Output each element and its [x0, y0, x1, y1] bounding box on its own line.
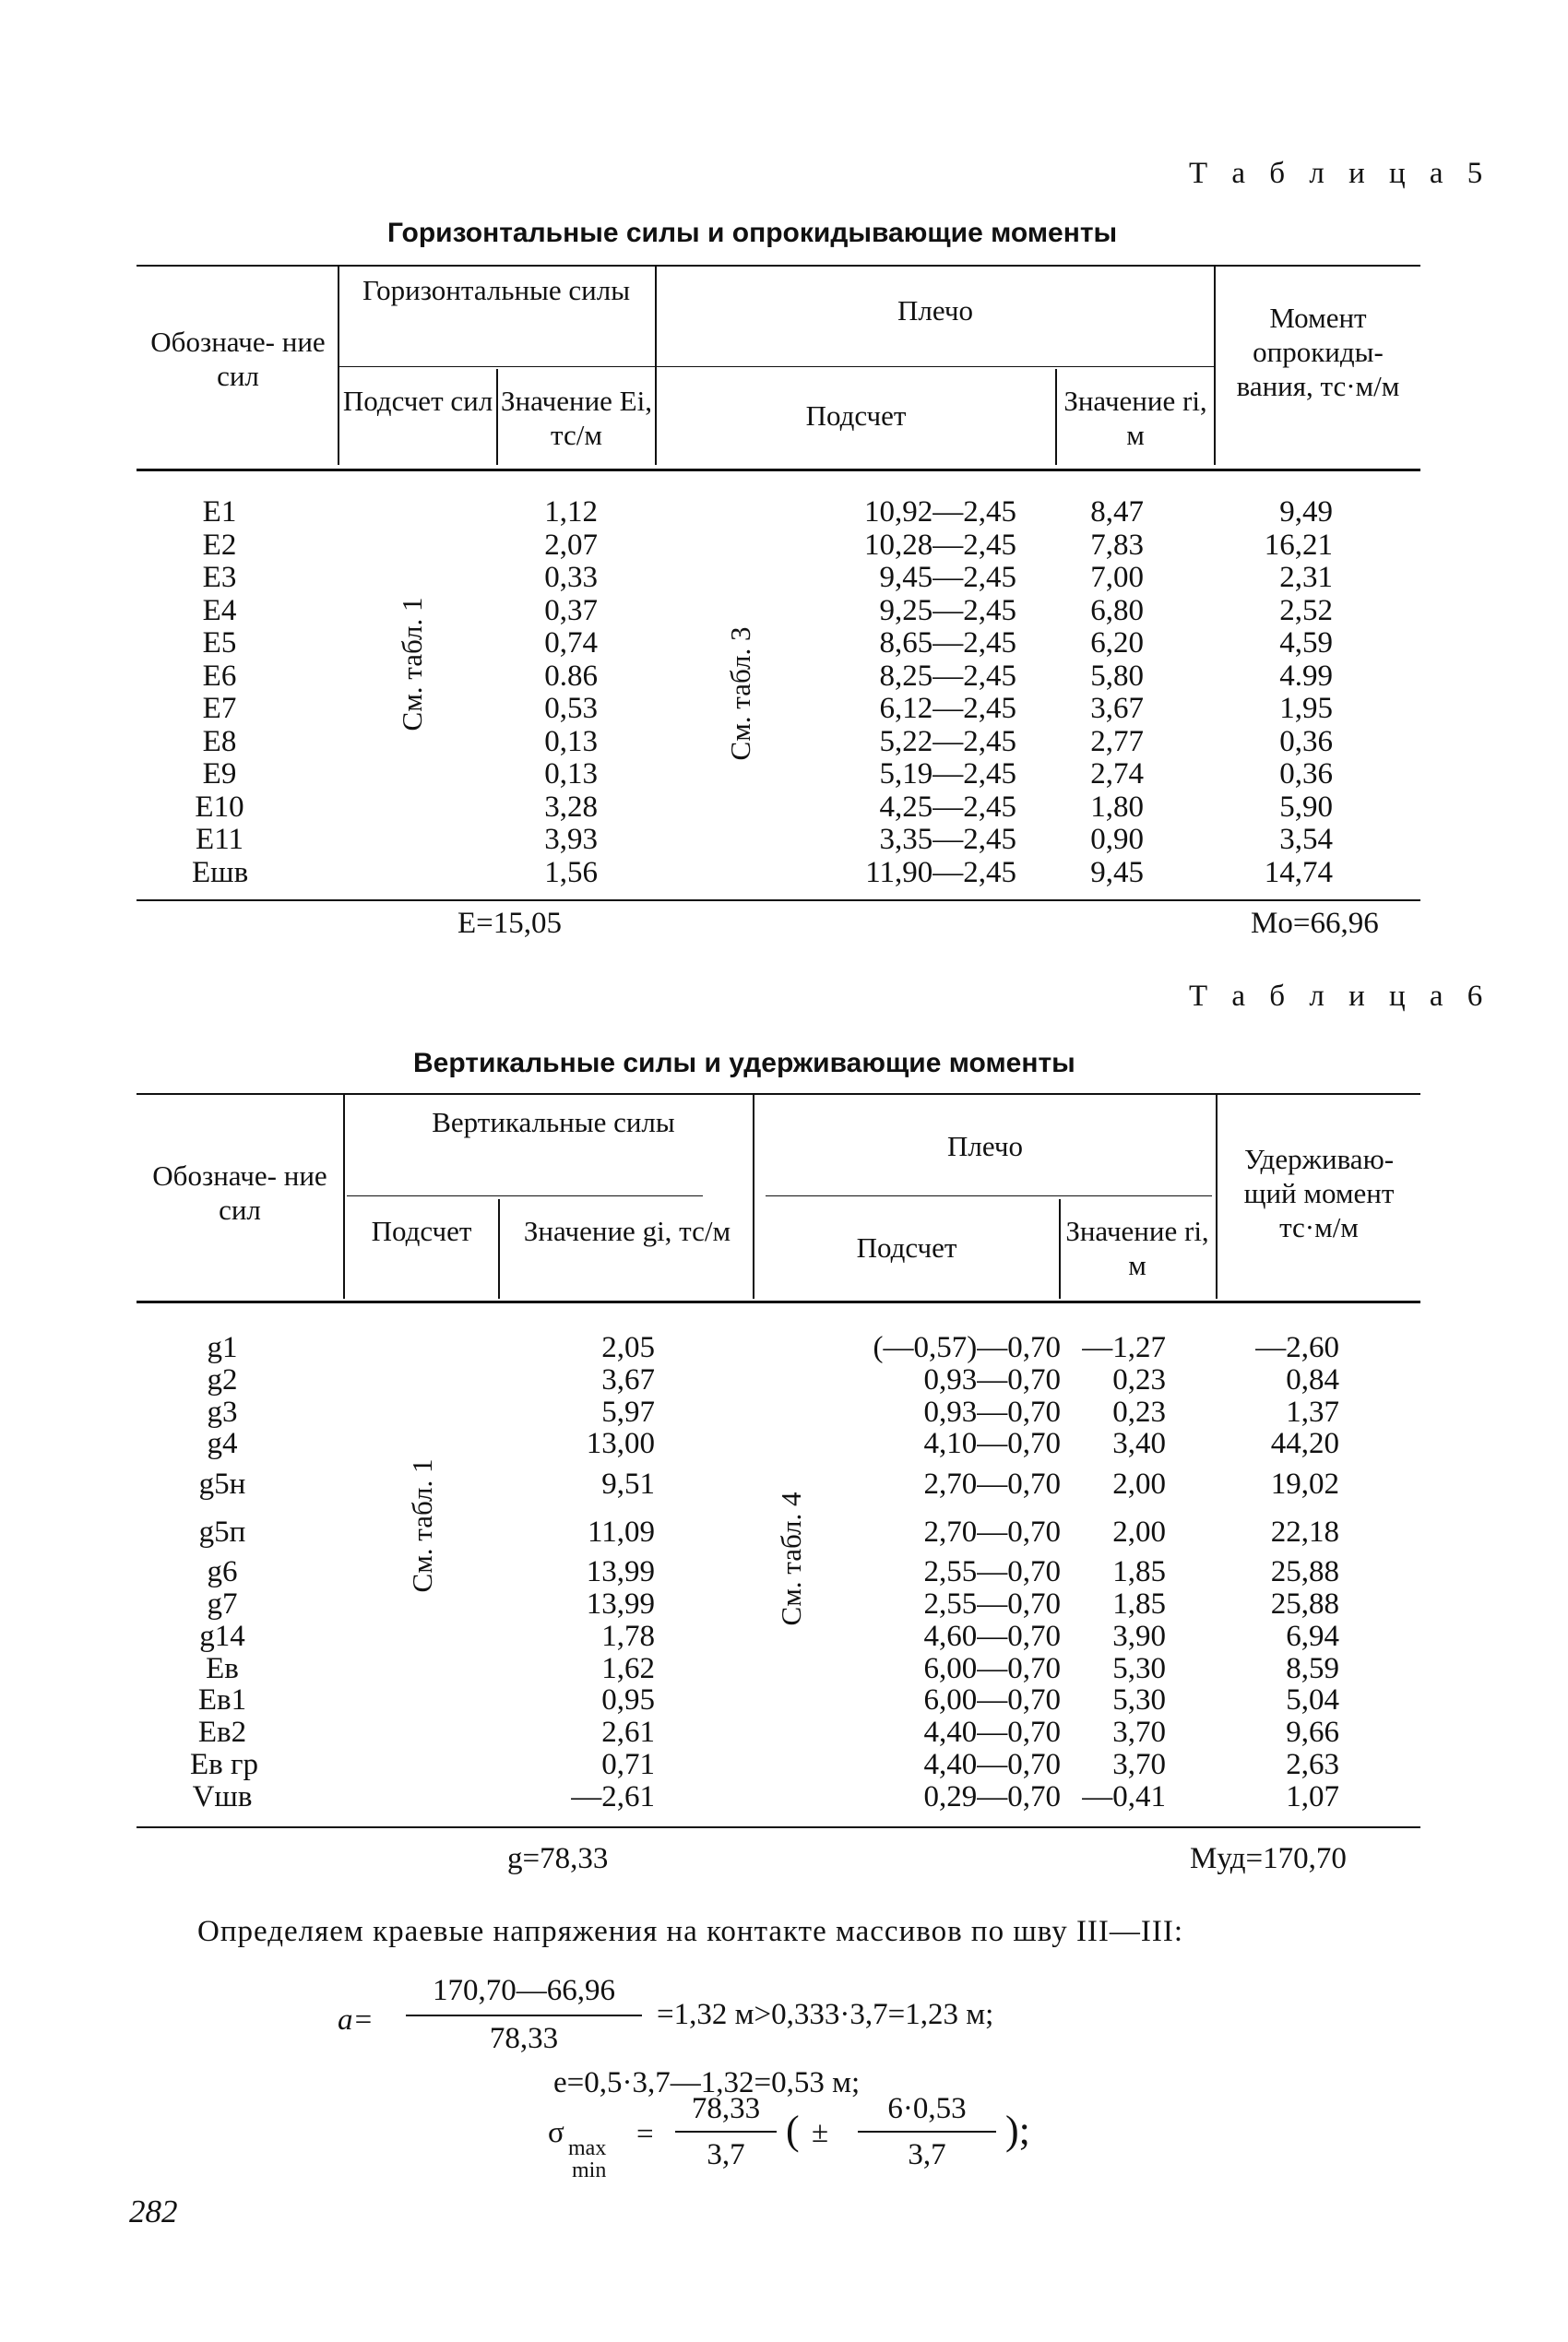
t6-name: g3: [207, 1395, 238, 1429]
t5-name: Eшв: [192, 855, 249, 889]
table6-title: Вертикальные силы и удерживающие моменты: [413, 1048, 1075, 1078]
t5-value: 0,13: [544, 757, 598, 791]
t6-value: 1,78: [601, 1619, 655, 1653]
t6-arm: 5,30: [1112, 1683, 1166, 1718]
t6-arm-calc: 0,29—0,70: [923, 1779, 1061, 1813]
t6-value: 11,09: [587, 1516, 655, 1550]
t5-arm: 6,80: [1090, 593, 1144, 627]
t5-col-moment: [1236, 496, 1333, 889]
t6-moment: 0,84: [1286, 1362, 1339, 1397]
t5-col-names: [192, 496, 247, 889]
t6-value: 3,67: [601, 1362, 655, 1397]
t5-value: 0,53: [544, 692, 598, 725]
t6-value: 0,95: [601, 1683, 655, 1718]
t5-see-table1: См. табл. 1: [396, 597, 428, 731]
t5-value: 3,28: [544, 790, 598, 824]
formula-sigma-sub-min: min: [572, 2158, 607, 2182]
t5-name: E2: [202, 528, 237, 562]
t6-header-calc: Подсчет: [371, 1215, 472, 1247]
formula-sigma-num1: 78,33: [691, 2092, 761, 2125]
t6-value: 5,97: [601, 1395, 655, 1429]
t5-arm: 7,00: [1090, 561, 1144, 594]
t5-name: E4: [202, 593, 237, 627]
t5-arm-calc: 3,35—2,45: [879, 823, 1016, 856]
t5-value: 0,37: [544, 593, 598, 627]
t6-arm: 0,23: [1112, 1395, 1166, 1429]
t6-moment: 19,02: [1270, 1468, 1339, 1502]
t6-moment: 25,88: [1270, 1555, 1339, 1589]
t6-name: Eв гр: [190, 1747, 259, 1781]
t5-value: 3,93: [544, 823, 598, 856]
t6-col-arm: [1070, 1332, 1166, 1813]
t6-name: g6: [207, 1555, 238, 1589]
t5-moment: 0,36: [1279, 724, 1333, 758]
t6-value: —2,61: [571, 1779, 655, 1813]
t6-name: g1: [207, 1331, 238, 1364]
t6-name: g5п: [198, 1516, 246, 1550]
page-number: 282: [129, 2193, 178, 2229]
t6-moment: 1,07: [1286, 1779, 1339, 1813]
t6-name: g5н: [198, 1468, 246, 1502]
t5-arm-calc: 9,45—2,45: [879, 561, 1016, 594]
t6-moment: —2,60: [1255, 1331, 1339, 1364]
t6-arm-calc: 4,40—0,70: [923, 1716, 1061, 1750]
t6-moment: 1,37: [1286, 1395, 1339, 1429]
t5-moment: 1,95: [1279, 692, 1333, 725]
t6-arm: 3,90: [1112, 1619, 1166, 1653]
t6-see-table4: См. табл. 4: [775, 1492, 807, 1626]
t5-name: E1: [202, 495, 237, 529]
t5-header-arm: Плечо: [897, 294, 973, 327]
t5-arm: 2,74: [1090, 757, 1144, 791]
t5-value: 0,13: [544, 724, 598, 758]
t6-name: Eв2: [197, 1716, 247, 1750]
formula-sigma-den1: 3,7: [707, 2138, 745, 2171]
t6-arm: —0,41: [1082, 1779, 1166, 1813]
table5-label: Т а б л и ц а 5: [1189, 157, 1491, 190]
t6-header-designation: Обозначе- ние сил: [152, 1159, 327, 1226]
t5-header-arm-calc: Подсчет: [805, 399, 907, 432]
t5-arm: 6,20: [1090, 626, 1144, 660]
formula-sigma-num2: 6·0,53: [887, 2092, 967, 2125]
t5-moment: 3,54: [1279, 823, 1333, 856]
t6-arm: 2,00: [1112, 1516, 1166, 1550]
t5-name: E3: [202, 561, 237, 594]
t5-value: 1,56: [544, 855, 598, 889]
t5-arm: 0,90: [1090, 823, 1144, 856]
t5-name: E7: [202, 692, 237, 725]
t6-arm-calc: 6,00—0,70: [923, 1683, 1061, 1718]
t6-name: g7: [207, 1587, 238, 1621]
t6-header-arm-value: Значение ri, м: [1065, 1215, 1209, 1281]
t6-col-names: [190, 1331, 259, 1813]
t5-arm-calc: 8,25—2,45: [879, 659, 1016, 693]
t6-moment: 2,63: [1286, 1747, 1339, 1781]
t5-arm: 5,80: [1090, 659, 1144, 693]
t5-value: 1,12: [544, 495, 598, 529]
t6-header-moment: Удерживаю- щий момент тс·м/м: [1243, 1143, 1395, 1243]
t5-arm-calc: 8,65—2,45: [879, 626, 1016, 660]
t5-value: 0.86: [544, 659, 598, 693]
t5-arm-calc: 9,25—2,45: [879, 593, 1016, 627]
t6-moment: 8,59: [1286, 1651, 1339, 1685]
formula-sigma-paren-open: (: [786, 2108, 800, 2153]
t6-total-g: g=78,33: [507, 1842, 609, 1875]
t5-moment: 9,49: [1279, 495, 1333, 529]
t6-header-arm: Плечо: [947, 1130, 1023, 1162]
t6-arm: 3,70: [1112, 1747, 1166, 1781]
t6-arm-calc: 4,40—0,70: [923, 1747, 1061, 1781]
t5-moment: 4,59: [1279, 626, 1333, 660]
t5-arm-calc: 5,22—2,45: [879, 724, 1016, 758]
t6-value: 13,00: [586, 1427, 655, 1461]
t6-moment: 44,20: [1270, 1427, 1339, 1461]
t5-arm: 1,80: [1090, 790, 1144, 824]
formula-a-numerator: 170,70—66,96: [433, 1974, 615, 2007]
t6-header-value: Значение gi, тс/м: [523, 1215, 731, 1247]
t6-total-moment: Mуд=170,70: [1190, 1842, 1347, 1875]
t6-moment: 9,66: [1286, 1716, 1339, 1750]
t6-arm-calc: 6,00—0,70: [923, 1651, 1061, 1685]
t6-arm-calc: 0,93—0,70: [923, 1362, 1061, 1397]
table5-title: Горизонтальные силы и опрокидывающие моменты: [387, 218, 1118, 248]
t6-arm: 0,23: [1112, 1362, 1166, 1397]
t6-arm-calc: (—0,57)—0,70: [873, 1331, 1061, 1364]
t6-value: 9,51: [601, 1468, 655, 1502]
formula-sigma-paren-close: );: [1005, 2108, 1030, 2153]
t5-header-value: Значение Ei, тс/м: [501, 385, 652, 451]
t6-moment: 6,94: [1286, 1619, 1339, 1653]
t6-arm: 5,30: [1112, 1651, 1166, 1685]
formula-sigma-equals: =: [636, 2118, 654, 2151]
t5-arm: 9,45: [1090, 855, 1144, 889]
formula-a-lhs: a=: [338, 2003, 374, 2037]
t5-total-e: E=15,05: [457, 907, 563, 940]
t5-col-arm: [1061, 496, 1144, 889]
t5-arm-calc: 10,28—2,45: [864, 528, 1016, 562]
t6-name: g14: [199, 1619, 245, 1653]
formula-a-rhs: =1,32 м>0,333·3,7=1,23 м;: [657, 1998, 994, 2031]
formula-sigma-sub-max: max: [568, 2136, 607, 2160]
t5-arm-calc: 4,25—2,45: [879, 790, 1016, 824]
t6-moment: 25,88: [1270, 1587, 1339, 1621]
t6-arm-calc: 4,60—0,70: [923, 1619, 1061, 1653]
t5-header-horizontal: Горизонтальные силы: [362, 274, 631, 306]
t6-arm-calc: 2,70—0,70: [923, 1516, 1061, 1550]
t5-header-designation: Обозначе- ние сил: [150, 326, 326, 392]
formula-sigma-plusminus: ±: [812, 2116, 829, 2149]
t6-name: Eв1: [197, 1683, 247, 1718]
body-paragraph: Определяем краевые напряжения на контакте массивов по шву III—III:: [197, 1915, 1184, 1948]
t6-name: Vшв: [192, 1779, 253, 1813]
t5-moment: 5,90: [1279, 790, 1333, 824]
t6-moment: 22,18: [1270, 1516, 1339, 1550]
t5-moment: 2,52: [1279, 593, 1333, 627]
t6-value: 2,05: [601, 1331, 655, 1364]
t5-value: 0,33: [544, 561, 598, 594]
t5-name: E6: [202, 659, 237, 693]
t5-arm-calc: 11,90—2,45: [865, 855, 1016, 889]
t6-name: Eв: [206, 1651, 239, 1685]
t6-moment: 5,04: [1286, 1683, 1339, 1718]
t5-arm: 7,83: [1090, 528, 1144, 562]
t5-moment: 16,21: [1264, 528, 1333, 562]
t5-header-calc: Подсчет сил: [342, 385, 493, 417]
t5-col-arm-calc: [812, 496, 1016, 889]
t5-arm: 8,47: [1090, 495, 1144, 529]
t5-col-values: [517, 496, 598, 889]
t5-name: E11: [196, 823, 244, 856]
t6-value: 13,99: [586, 1555, 655, 1589]
t5-see-table3: См. табл. 3: [724, 626, 756, 761]
t5-moment: 14,74: [1264, 855, 1333, 889]
t5-arm-calc: 6,12—2,45: [879, 692, 1016, 725]
t5-header-arm-value: Значение ri, м: [1063, 385, 1207, 451]
t5-value: 2,07: [544, 528, 598, 562]
formula-e: e=0,5·3,7—1,32=0,53 м;: [553, 2066, 861, 2099]
t5-moment: 0,36: [1279, 757, 1333, 791]
t5-arm-calc: 5,19—2,45: [879, 757, 1016, 791]
t6-value: 1,62: [601, 1651, 655, 1685]
t6-arm: 3,70: [1112, 1716, 1166, 1750]
t6-arm-calc: 2,55—0,70: [923, 1555, 1061, 1589]
t6-value: 2,61: [601, 1716, 655, 1750]
t5-value: 0,74: [544, 626, 598, 660]
t6-arm: 2,00: [1112, 1468, 1166, 1502]
t6-arm: —1,27: [1082, 1331, 1166, 1364]
t6-arm-calc: 2,55—0,70: [923, 1587, 1061, 1621]
t6-arm-calc: 0,93—0,70: [923, 1395, 1061, 1429]
t5-arm-calc: 10,92—2,45: [864, 495, 1016, 529]
t6-see-table1: См. табл. 1: [406, 1458, 438, 1593]
t6-col-values: [553, 1332, 655, 1813]
t6-col-moment: [1236, 1332, 1339, 1813]
t5-name: E9: [202, 757, 237, 791]
formula-sigma-symbol: σ: [548, 2116, 564, 2149]
t5-moment: 2,31: [1279, 561, 1333, 594]
t6-name: g2: [207, 1362, 238, 1397]
formula-a-denominator: 78,33: [489, 2022, 559, 2055]
t5-name: E8: [202, 724, 237, 758]
t6-arm: 1,85: [1112, 1555, 1166, 1589]
t5-arm: 2,77: [1090, 724, 1144, 758]
t6-header-vertical: Вертикальные силы: [432, 1106, 675, 1138]
formula-sigma-den2: 3,7: [908, 2138, 946, 2171]
t6-arm-calc: 4,10—0,70: [923, 1427, 1061, 1461]
t6-arm: 3,40: [1112, 1427, 1166, 1461]
t6-arm-calc: 2,70—0,70: [923, 1468, 1061, 1502]
t5-total-moment: Mo=66,96: [1251, 907, 1379, 940]
t5-header-moment: Момент опрокиды- вания, тс·м/м: [1236, 302, 1400, 402]
t5-name: E10: [195, 790, 244, 824]
t6-col-arm-calc: [830, 1332, 1061, 1813]
t6-value: 0,71: [601, 1747, 655, 1781]
table6-label: Т а б л и ц а 6: [1189, 980, 1491, 1013]
t5-moment: 4.99: [1279, 659, 1333, 693]
t5-name: E5: [202, 626, 237, 660]
t5-arm: 3,67: [1090, 692, 1144, 725]
t6-header-arm-calc: Подсчет: [856, 1231, 957, 1264]
t6-value: 13,99: [586, 1587, 655, 1621]
t6-arm: 1,85: [1112, 1587, 1166, 1621]
t6-name: g4: [207, 1427, 238, 1461]
